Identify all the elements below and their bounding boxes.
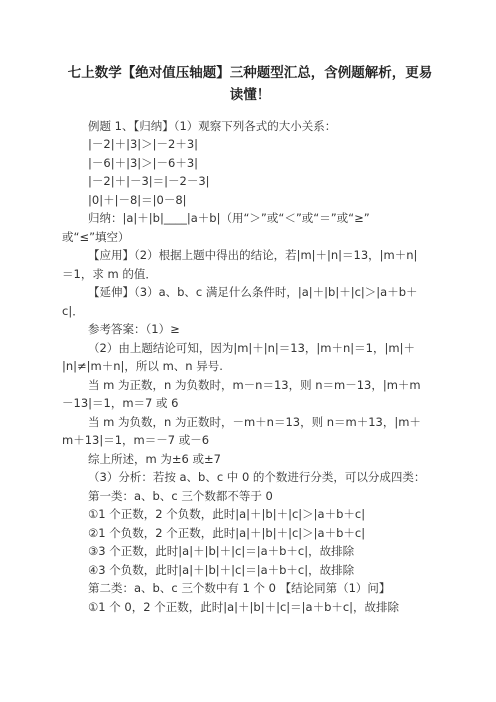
answer-heading: 参考答案：（1）≥ — [88, 322, 180, 336]
article-title-line-1: 七上数学【绝对值压轴题】三种题型汇总，含例题解析，更易 — [67, 65, 433, 81]
extension-question: 【延伸】（3）a、b、c 满足什么条件时，|a|＋|b|＋|c|＞|a＋b＋ — [88, 285, 418, 299]
answer-line: 当 m 为正数，n 为负数时，m－n＝13，则 n＝m－13，|m＋m — [88, 378, 421, 392]
application-question-cont: ＝1，求 m 的值． — [62, 267, 157, 281]
analysis-line: （3）分析：若按 a、b、c 中 0 的个数进行分类，可以分成四类： — [88, 470, 426, 484]
case-item: ①1 个正数，2 个负数，此时|a|＋|b|＋|c|＞|a＋b＋c| — [88, 507, 366, 521]
answer-summary: 综上所述，m 为±6 或±7 — [88, 452, 221, 466]
answer-line-cont: －13|＝1，m＝7 或 6 — [62, 396, 179, 410]
category-heading: 第一类：a、b、c 三个数都不等于 0 — [88, 489, 273, 503]
induction-line-cont: 或“≤”填空） — [62, 230, 130, 244]
induction-line: 归纳：|a|＋|b|____|a＋b|（用“＞”或“＜”或“＝”或“≥” — [88, 211, 370, 225]
case-item: ③3 个正数，此时|a|＋|b|＋|c|＝|a＋b＋c|，故排除 — [88, 544, 355, 558]
case-item: ②1 个负数，2 个正数，此时|a|＋|b|＋|c|＞|a＋b＋c| — [88, 526, 366, 540]
case-item: ④3 个负数，此时|a|＋|b|＋|c|＝|a＋b＋c|，故排除 — [88, 563, 355, 577]
expression-line: |－2|＋|3|＞|－2＋3| — [88, 137, 199, 151]
extension-question-cont: c|． — [62, 304, 84, 318]
answer-line-cont: m＋13|＝1，m＝－7 或－6 — [62, 433, 210, 447]
category-heading: 第二类：a、b、c 三个数中有 1 个 0 【结论同第（1）问】 — [88, 581, 391, 595]
expression-line: |－2|＋|－3|＝|－2－3| — [88, 174, 210, 188]
answer-line: （2）由上题结论可知，因为|m|＋|n|＝13，|m＋n|＝1，|m|＋ — [88, 341, 415, 355]
expression-line: |0|＋|－8|＝|0－8| — [88, 193, 187, 207]
case-item: ①1 个 0，2 个正数，此时|a|＋|b|＋|c|＝|a＋b＋c|，故排除 — [88, 600, 400, 614]
answer-line: 当 m 为负数，n 为正数时，－m＋n＝13，则 n＝m＋13，|m＋ — [88, 415, 421, 429]
application-question: 【应用】（2）根据上题中得出的结论，若|m|＋|n|＝13，|m＋n| — [88, 248, 418, 262]
expression-line: |－6|＋|3|＞|－6＋3| — [88, 156, 199, 170]
article-title-line-2: 读懂！ — [229, 87, 271, 103]
answer-line-cont: |n|≠|m＋n|，所以 m、n 异号. — [62, 359, 223, 373]
example-question-heading: 例题 1、【归纳】（1）观察下列各式的大小关系： — [88, 119, 337, 133]
